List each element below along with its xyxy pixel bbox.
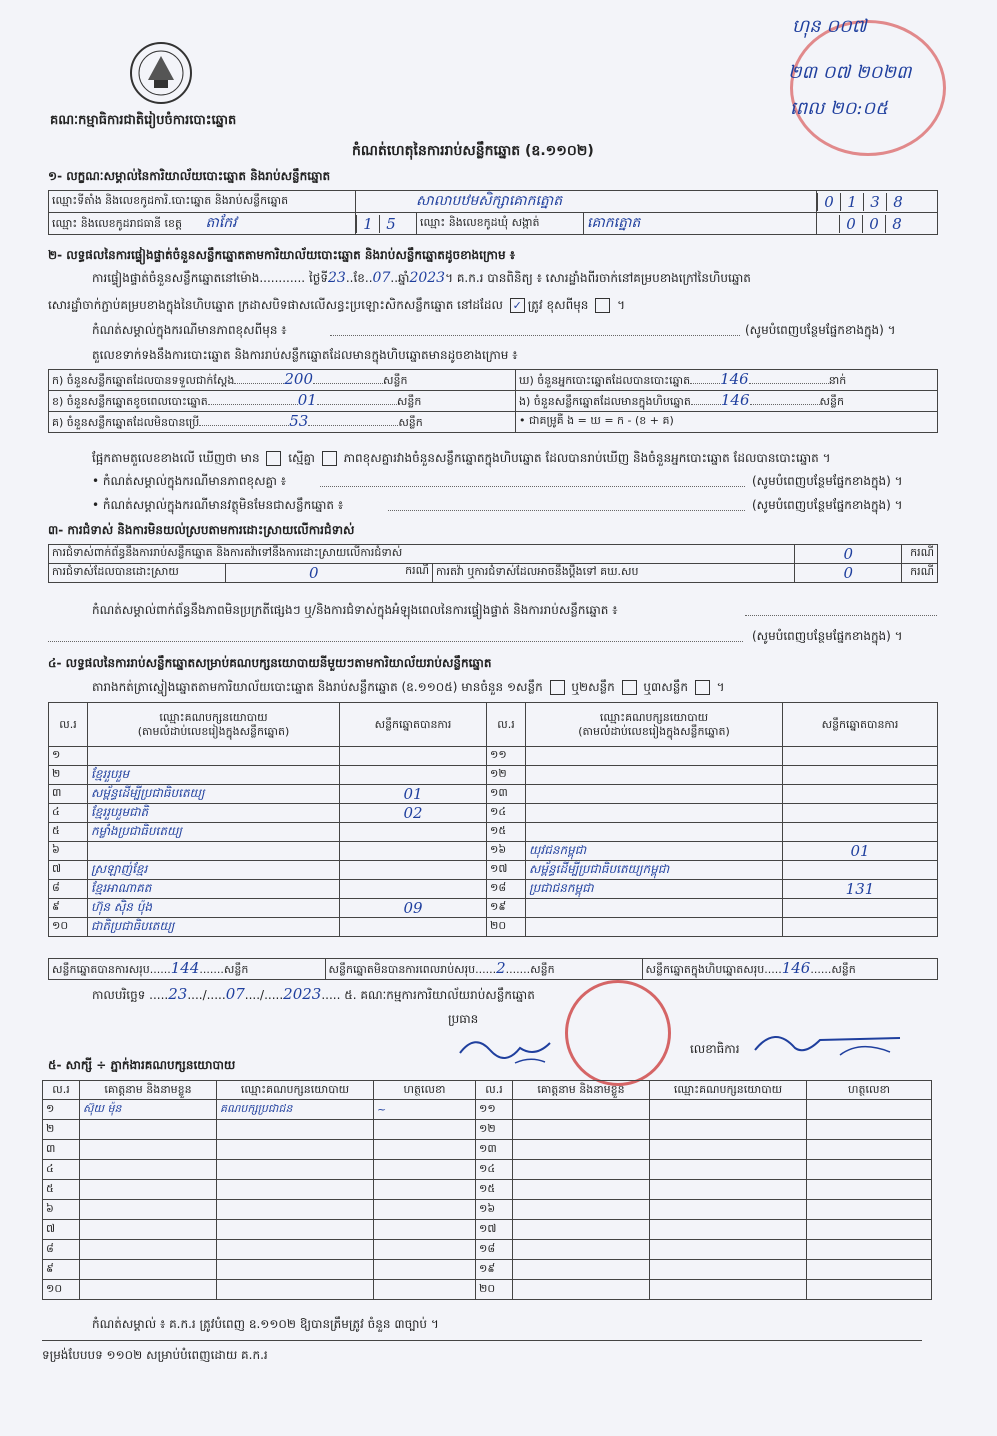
party-no: ៩ (49, 899, 88, 918)
irregularity-line-1 (745, 615, 937, 616)
party-no: ៣ (49, 785, 88, 804)
commune-name: គោកត្នោត (584, 213, 817, 235)
three-sheet-checkbox[interactable] (695, 680, 710, 695)
table-row (49, 861, 938, 880)
witness-party (650, 1240, 807, 1260)
witness-no: ៧ (43, 1220, 80, 1240)
witness-signature (807, 1140, 932, 1160)
w-col-sign-r: ហត្ថលេខា (807, 1081, 932, 1100)
witness-no: ១០ (43, 1280, 80, 1300)
party-no: ៤ (49, 804, 88, 823)
footer-form-label: ទម្រង់បែបបទ ១១០២ សម្រាប់បំពេញដោយ គ.ក.រ (42, 1348, 268, 1362)
total-valid-value: 144 (170, 959, 200, 977)
party-votes (340, 766, 487, 785)
party-no: ១៨ (487, 880, 526, 899)
fig-ka-value: 200 (284, 370, 313, 388)
date-year: 2023 (283, 985, 322, 1003)
party-name (526, 823, 783, 842)
table-row (49, 785, 938, 804)
witness-signature (374, 1140, 476, 1160)
witness-party (217, 1260, 374, 1280)
province-name: តាកែវ (205, 215, 237, 231)
bullet-object-hint: (សូមបំពេញបន្ថែមផ្នែកខាងក្នុង) ។ (752, 498, 903, 512)
w-col-name: គោត្តនាម និងនាមខ្លួន (80, 1081, 217, 1100)
verify-year: 2023 (409, 270, 446, 286)
fig-kho: ឃ) ចំនួនអ្នកបោះឆ្នោតដែលបានបោះឆ្នោត 146 នាក់ (516, 370, 938, 391)
table-row (43, 1200, 932, 1220)
party-no: ៨ (49, 880, 88, 899)
witness-signature (374, 1120, 476, 1140)
fig-kha-value: 01 (297, 391, 317, 409)
witness-party (650, 1260, 807, 1280)
witness-name (80, 1140, 217, 1160)
fig-kha: ខ) ចំនួនសន្លឹកឆ្នោតខូចពេលបោះឆ្នោត 01 សន្លឹក (49, 391, 516, 412)
party-votes: 01 (340, 785, 487, 804)
witness-party (217, 1280, 374, 1300)
witness-party (217, 1200, 374, 1220)
w-col-sign: ហត្ថលេខា (374, 1081, 476, 1100)
witness-name (80, 1280, 217, 1300)
party-name (526, 899, 783, 918)
table-row (43, 1240, 932, 1260)
witness-signature (807, 1280, 932, 1300)
verify-line-1: ការផ្ទៀងផ្ទាត់ចំនួនសន្លឹកឆ្នោតនៅម៉ោង............ ថ្ងៃទី23..ខែ..07..ឆ្នាំ2023។ គ.ក.រ បានពិនិត្យ ៖ សោរដ្ឋាំងពីរចាក់នៅគម្របខាងក្រៅនៃហិបឆ្នោត (92, 270, 751, 286)
party-name (88, 747, 340, 766)
committee-seal (565, 980, 671, 1086)
witness-signature (807, 1200, 932, 1220)
witness-name: ស៊ុយ ម៉ុន (80, 1100, 217, 1120)
witness-no: ២០ (476, 1280, 513, 1300)
witness-name (513, 1180, 650, 1200)
ok-checkbox[interactable]: ✓ (510, 298, 525, 313)
date-day: 23 (168, 985, 188, 1003)
party-no: ១៣ (487, 785, 526, 804)
party-no: ១៦ (487, 842, 526, 861)
party-name (526, 766, 783, 785)
party-name: ខ្មែររួបរួម (88, 766, 340, 785)
party-votes (783, 804, 938, 823)
total-valid: សន្លឹកឆ្នោតបានការសរុប......144.......សន្លឹក (49, 959, 326, 980)
party-no: ១៥ (487, 823, 526, 842)
witness-signature (807, 1220, 932, 1240)
total-box-value: 146 (781, 959, 811, 977)
party-votes (783, 766, 938, 785)
bullet-diff-hint: (សូមបំពេញបន្ថែមផ្នែកខាងក្នុង) ។ (752, 474, 903, 488)
party-votes: 131 (783, 880, 938, 899)
resolved-cell: 0 ករណី (226, 564, 433, 583)
w-col-party: ឈ្មោះគណបក្សនយោបាយ (217, 1081, 374, 1100)
party-no: ៧ (49, 861, 88, 880)
has-checkbox[interactable] (266, 451, 281, 466)
party-no: ១៩ (487, 899, 526, 918)
witness-name (80, 1160, 217, 1180)
col-no-right: ល.រ (487, 703, 526, 747)
section-4-heading: ៤- លទ្ធផលនៃការរាប់សន្លឹកឆ្នោតសម្រាប់គណបក្សនយោបាយនីមួយៗតាមការិយាល័យរាប់សន្លឹកឆ្នោត (48, 656, 492, 670)
witness-no: ៨ (43, 1240, 80, 1260)
witness-party (650, 1200, 807, 1220)
compare-line: ផ្អែកតាមតួលេខខាងលើ ឃើញថា មាន ស្មើគ្នា ភាពខុសគ្នារវាងចំនួនសន្លឹកឆ្នោតក្នុងហិបឆ្នោត ដែលបានរាប់ឃើញ និងចំនួនអ្នកបោះឆ្នោត ដែលបានបោះឆ្នោត ។ (92, 451, 831, 465)
table-row (49, 747, 938, 766)
witness-party: គណបក្សប្រជាជន (217, 1100, 374, 1120)
figures-table (48, 369, 938, 433)
table-row (49, 823, 938, 842)
two-sheet-checkbox[interactable] (622, 680, 637, 695)
party-no: ១៧ (487, 861, 526, 880)
party-name (88, 842, 340, 861)
section-1-table (48, 190, 938, 235)
table-row (43, 1280, 932, 1300)
witness-name (80, 1220, 217, 1240)
witness-signature (807, 1120, 932, 1140)
party-name (526, 918, 783, 937)
stamp-line-2: ២៣ ០៧ ២០២៣ (788, 62, 912, 83)
witness-signature (807, 1260, 932, 1280)
witness-signature (374, 1280, 476, 1300)
table-row (43, 1180, 932, 1200)
emblem-icon (128, 40, 194, 106)
witness-party (217, 1140, 374, 1160)
party-name: ស្រឡាញ់ខ្មែរ (88, 861, 340, 880)
witness-signature (807, 1240, 932, 1260)
witness-no: ១៧ (476, 1220, 513, 1240)
fig-kho-value: 146 (720, 370, 749, 388)
party-no: ១១ (487, 747, 526, 766)
party-no: ១ (49, 747, 88, 766)
party-no: ២ (49, 766, 88, 785)
party-votes (783, 785, 938, 804)
witness-signature (374, 1260, 476, 1280)
stamp-line-3: ពេល ២០:០៥ (790, 98, 888, 119)
witness-name (513, 1140, 650, 1160)
witness-signature (807, 1160, 932, 1180)
eq-checkbox[interactable] (322, 451, 337, 466)
witness-signature (374, 1240, 476, 1260)
table-row (49, 766, 938, 785)
objection-value: 0 (795, 545, 902, 564)
table-row (43, 1220, 932, 1240)
witness-no: ៣ (43, 1140, 80, 1160)
irregularity-line-2 (48, 641, 743, 642)
table-row (43, 1120, 932, 1140)
org-name: គណៈកម្មាធិការជាតិរៀបចំការបោះឆ្នោត (50, 113, 237, 128)
table-row (43, 1140, 932, 1160)
table-row (49, 880, 938, 899)
fig-ko-value: 53 (289, 412, 309, 430)
figures-intro: តួលេខទាក់ទងនឹងការបោះឆ្នោត និងការរាប់សន្លឹកឆ្នោតដែលមានក្នុងហិបឆ្នោតមានដូចខាងក្រោម ៖ (92, 348, 518, 362)
witness-signature (374, 1220, 476, 1240)
party-name: ប្រជាជនកម្ពុជា (526, 880, 783, 899)
secretary-signature-icon (750, 1020, 910, 1069)
party-votes (783, 747, 938, 766)
appeal-label: ការតវ៉ា ឬការជំទាស់ដែលអាចនឹងប្តឹងទៅ គឃ.សប (433, 564, 795, 583)
site-code: 0 1 3 8 (817, 191, 938, 213)
witness-party (650, 1160, 807, 1180)
objection-table (48, 544, 938, 583)
objection-label: ការជំទាស់ពាក់ព័ន្ធនឹងការរាប់សន្លឹកឆ្នោត និងការតវ៉ាទៅនឹងការដោះស្រាយលើការជំទាស់ (49, 545, 795, 564)
party-name (526, 804, 783, 823)
witness-name (513, 1200, 650, 1220)
witness-no: ៤ (43, 1160, 80, 1180)
commune-label: ឈ្មោះ និងលេខកូដឃុំ សង្កាត់ (417, 213, 584, 235)
witness-name (513, 1280, 650, 1300)
verify-day: 23 (328, 270, 346, 286)
party-name: សម្ព័ន្ធដើម្បីប្រជាធិបតេយ្យ (88, 785, 340, 804)
witness-signature (807, 1100, 932, 1120)
witness-no: ១ (43, 1100, 80, 1120)
w-col-no-r: ល.រ (476, 1081, 513, 1100)
totals-table (48, 958, 938, 980)
party-votes-table (48, 702, 938, 937)
witness-no: ១៩ (476, 1260, 513, 1280)
party-votes (340, 747, 487, 766)
table-row (49, 918, 938, 937)
witness-name (513, 1100, 650, 1120)
party-votes: 01 (783, 842, 938, 861)
footer-divider (42, 1340, 922, 1341)
party-name: ជាតិប្រជាធិបតេយ្យ (88, 918, 340, 937)
witness-name (513, 1160, 650, 1180)
witness-no: ១១ (476, 1100, 513, 1120)
site-label: ឈ្មោះទីតាំង និងលេខកូដការិ.បោះឆ្នោត និងរាប់សន្លឹកឆ្នោត (49, 191, 356, 213)
party-no: ១៤ (487, 804, 526, 823)
footer-note: កំណត់សម្គាល់ ៖ គ.ក.រ ត្រូវបំពេញ ឧ.១១០២ ឱ្យបានត្រឹមត្រូវ ចំនួន ៣ច្បាប់ ។ (92, 1317, 439, 1331)
bullet-diff: • កំណត់សម្គាល់ក្នុងករណីមានភាពខុសគ្នា ៖ (92, 474, 287, 488)
site-name: សាលាបឋមសិក្សាគោកត្នោត (356, 191, 817, 213)
stamp-line-1: ហុន ០០៧ (792, 16, 867, 37)
witness-name (80, 1180, 217, 1200)
col-votes-right: សន្លឹកឆ្នោតបានការ (783, 703, 938, 747)
party-no: ២០ (487, 918, 526, 937)
party-no: ១២ (487, 766, 526, 785)
table-row (43, 1160, 932, 1180)
party-no: ១០ (49, 918, 88, 937)
party-votes (340, 823, 487, 842)
date-line: កាលបរិច្ឆេទ .....23..../.....07..../.....2023..... ៥. គណៈកម្មការការិយាល័យរាប់សន្លឹកឆ្នោត (92, 985, 535, 1003)
party-votes (340, 861, 487, 880)
objection-unit: ករណី (902, 545, 938, 564)
party-name: ខ្មែររួបរួមជាតិ (88, 804, 340, 823)
witness-party (217, 1120, 374, 1140)
fig-ka: ក) ចំនួនសន្លឹកឆ្នោតដែលបានទទួលជាក់ស្តែង 200 សន្លឹក (49, 370, 516, 391)
witness-party (650, 1100, 807, 1120)
party-name: សម្ព័ន្ធដើម្បីប្រជាធិបតេយ្យកម្ពុជា (526, 861, 783, 880)
party-name: កម្លាំងប្រជាធិបតេយ្យ (88, 823, 340, 842)
w-col-no: ល.រ (43, 1081, 80, 1100)
table-row (49, 899, 938, 918)
section-3-heading: ៣- ការជំទាស់ និងការមិនយល់ស្របតាមការដោះស្រាយលើការជំទាស់ (48, 523, 355, 537)
section-5-heading: ៥- សាក្សី ÷ ភ្នាក់ងារគណបក្សនយោបាយ (48, 1058, 236, 1072)
diff-note-hint: (សូមបំពេញបន្ថែមផ្នែកខាងក្នុង) ។ (745, 323, 896, 337)
one-sheet-checkbox[interactable] (550, 680, 565, 695)
witness-party (217, 1220, 374, 1240)
party-votes (340, 842, 487, 861)
resolved-label: ការជំទាស់ដែលបានដោះស្រាយ (49, 564, 226, 583)
province-label: ឈ្មោះ និងលេខកូដរាជធានី ខេត្ត តាកែវ (49, 213, 356, 235)
col-votes-left: សន្លឹកឆ្នោតបានការ (340, 703, 487, 747)
diff-note-line (330, 335, 740, 336)
witness-party (217, 1160, 374, 1180)
witness-table (42, 1080, 932, 1300)
w-col-name-r: គោត្តនាម និងនាមខ្លួន (513, 1081, 650, 1100)
irregularity-note: កំណត់សម្គាល់ពាក់ព័ន្ធនឹងភាពមិនប្រក្រតីផ្សេងៗ ឬ/និងការជំទាស់ក្នុងអំឡុងពេលនៃការផ្ទៀងផ្ទាត់ និងការរាប់សន្លឹកឆ្នោត ៖ (92, 603, 618, 617)
appeal-value: 0 (795, 564, 902, 583)
fig-ko: គ) ចំនួនសន្លឹកឆ្នោតដែលមិនបានប្រើ 53 សន្លឹក (49, 412, 516, 433)
witness-party (650, 1220, 807, 1240)
witness-signature (374, 1180, 476, 1200)
witness-no: ៦ (43, 1200, 80, 1220)
witness-no: ១៣ (476, 1140, 513, 1160)
tally-sheet-line: តារាងកត់ត្រាស្នៀងឆ្នោតតាមការិយាល័យបោះឆ្នោត និងរាប់សន្លឹកឆ្នោត (ឧ.១១០៥) មានចំនួន ១សន្លឹក ឬ២សន្លឹក ឬ៣សន្លឹក ។ (92, 680, 725, 694)
witness-name (80, 1120, 217, 1140)
party-name: យុវជនកម្ពុជា (526, 842, 783, 861)
secretary-label: លេខាធិការ (690, 1042, 740, 1056)
witness-signature (807, 1180, 932, 1200)
table-row (43, 1100, 932, 1120)
verify-month: 07 (372, 270, 391, 286)
fig-formula: • ជាគម្រូគឺ ង = ឃ = ក - (ខ + គ) (516, 412, 938, 433)
total-invalid-value: 2 (496, 959, 506, 977)
diff-note-label: កំណត់សម្គាល់ក្នុងករណីមានភាពខុសពីមុន ៖ (92, 323, 287, 337)
table-row (43, 1260, 932, 1280)
witness-name (513, 1220, 650, 1240)
witness-no: ១៥ (476, 1180, 513, 1200)
bullet-object: • កំណត់សម្គាល់ក្នុងករណីមានវត្ថុមិនមែនជាសន្លឹកឆ្នោត ៖ (92, 498, 344, 512)
witness-party (650, 1120, 807, 1140)
fig-ng: ង) ចំនួនសន្លឹកឆ្នោតដែលមានក្នុងហិបឆ្នោត 146 សន្លឹក (516, 391, 938, 412)
chair-signature-icon (455, 1028, 575, 1072)
resolved-value: 0 (309, 564, 319, 582)
party-votes (783, 823, 938, 842)
verify-line-2: សោរដ្ឋាំចាក់ភ្ជាប់គម្របខាងក្នុងនៃហិបឆ្នោត ក្រដាសបិទផាសលើសន្ធះប្រឡោះសិកសន្លឹកឆ្នោត នៅដដែល ✓ ត្រូវ ខុសពីមុន ។ (48, 298, 625, 312)
chair-label: ប្រធាន (448, 1012, 479, 1026)
witness-name (513, 1240, 650, 1260)
party-name (526, 747, 783, 766)
witness-name (80, 1260, 217, 1280)
witness-party (650, 1180, 807, 1200)
witness-party (217, 1180, 374, 1200)
witness-no: ៥ (43, 1180, 80, 1200)
party-no: ៥ (49, 823, 88, 842)
party-votes: 09 (340, 899, 487, 918)
witness-party (650, 1280, 807, 1300)
total-invalid: សន្លឹកឆ្នោតមិនបានការពេលរាប់សរុប......2.......សន្លឹក (325, 959, 642, 980)
witness-name (513, 1120, 650, 1140)
party-no: ៦ (49, 842, 88, 861)
party-name (526, 785, 783, 804)
witness-no: ៩ (43, 1260, 80, 1280)
form-title: កំណត់ហេតុនៃការរាប់សន្លឹកឆ្នោត (ឧ.១១០២) (352, 143, 594, 159)
witness-no: ១៨ (476, 1240, 513, 1260)
section-2-heading: ២- លទ្ធផលនៃការផ្ទៀងផ្ទាត់ចំនួនសន្លឹកឆ្នោតតាមការិយាល័យបោះឆ្នោត និងរាប់សន្លឹកឆ្នោតដូចខាងក្រោម ៖ (48, 248, 516, 262)
bad-checkbox[interactable] (595, 298, 610, 313)
section-1-heading: ១- លក្ខណៈសម្គាល់នៃការិយាល័យបោះឆ្នោត និងរាប់សន្លឹកឆ្នោត (48, 169, 331, 183)
witness-party (217, 1240, 374, 1260)
witness-signature (374, 1200, 476, 1220)
col-no-left: ល.រ (49, 703, 88, 747)
party-name: ខ្មែរអាណាគត (88, 880, 340, 899)
party-votes (340, 918, 487, 937)
bullet-diff-line (320, 486, 745, 487)
date-month: 07 (225, 985, 245, 1003)
witness-no: ១៤ (476, 1160, 513, 1180)
witness-no: ២ (43, 1120, 80, 1140)
party-votes (783, 861, 938, 880)
col-party-left: ឈ្មោះគណបក្សនយោបាយ (តាមលំដាប់លេខរៀងក្នុងសន្លឹកឆ្នោត) (88, 703, 340, 747)
witness-no: ១៦ (476, 1200, 513, 1220)
party-name: ហ៊ុន ស៊ិន ប៉ុង (88, 899, 340, 918)
party-votes (340, 880, 487, 899)
witness-signature (374, 1160, 476, 1180)
witness-name (80, 1240, 217, 1260)
irregularity-hint: (សូមបំពេញបន្ថែមផ្នែកខាងក្នុង) ។ (752, 629, 903, 643)
witness-no: ១២ (476, 1120, 513, 1140)
witness-name (513, 1260, 650, 1280)
total-box: សន្លឹកឆ្នោតក្នុងហិបឆ្នោតសរុប.....146......សន្លឹក (642, 959, 937, 980)
table-row (49, 804, 938, 823)
party-votes: 02 (340, 804, 487, 823)
col-party-right: ឈ្មោះគណបក្សនយោបាយ (តាមលំដាប់លេខរៀងក្នុងសន្លឹកឆ្នោត) (526, 703, 783, 747)
commune-code: 0 0 8 (817, 213, 938, 235)
witness-signature: ~ (374, 1100, 476, 1120)
witness-name (80, 1200, 217, 1220)
witness-party (650, 1140, 807, 1160)
appeal-unit: ករណី (902, 564, 938, 583)
party-votes (783, 899, 938, 918)
w-col-party-r: ឈ្មោះគណបក្សនយោបាយ (650, 1081, 807, 1100)
province-code: 1 5 (356, 213, 417, 235)
bullet-object-line (388, 510, 745, 511)
table-row (49, 842, 938, 861)
fig-ng-value: 146 (720, 391, 750, 409)
party-votes (783, 918, 938, 937)
